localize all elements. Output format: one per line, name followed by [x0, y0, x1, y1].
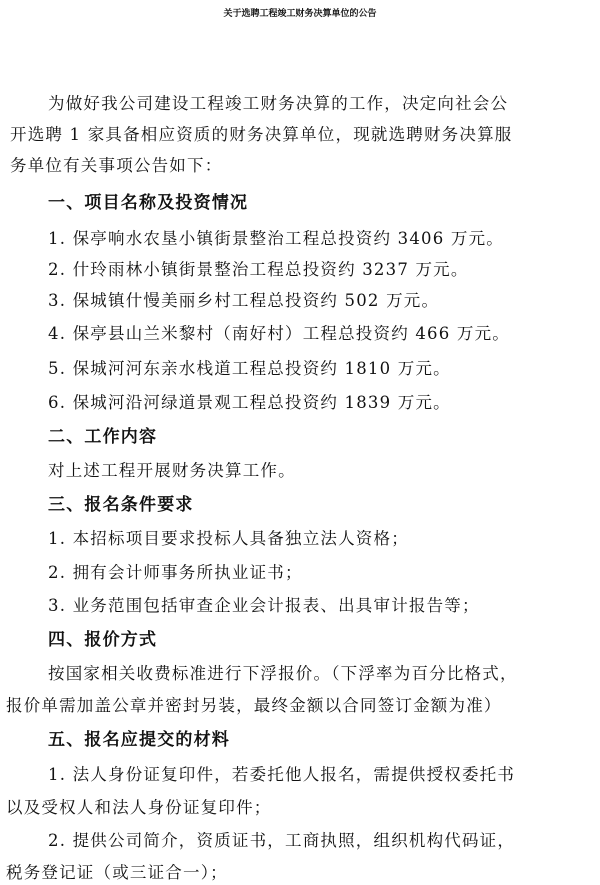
intro-line: 为做好我公司建设工程竣工财务决算的工作，决定向社会公 [48, 94, 509, 113]
section-line: 6. 保城河沿河绿道景观工程总投资约 1839 万元。 [48, 393, 451, 412]
document-title: 关于选聘工程竣工财务决算单位的公告 [223, 9, 377, 19]
section-heading: 四、报价方式 [48, 630, 158, 650]
section-line: 1. 法人身份证复印件，若委托他人报名，需提供授权委托书 [48, 765, 516, 784]
section-line: 1. 本招标项目要求投标人具备独立法人资格； [48, 529, 409, 548]
section-line: 对上述工程开展财务决算工作。 [48, 461, 296, 480]
section-line: 4. 保亭县山兰米黎村（南好村）工程总投资约 466 万元。 [48, 324, 510, 343]
intro-line: 开选聘 1 家具备相应资质的财务决算单位，现就选聘财务决算服 [10, 125, 513, 144]
section-line: 以及受权人和法人身份证复印件； [6, 798, 272, 817]
section-heading: 三、报名条件要求 [48, 495, 194, 515]
section-line: 按国家相关收费标准进行下浮报价。（下浮率为百分比格式， [48, 664, 518, 683]
section-line: 2. 什玲雨林小镇街景整治工程总投资约 3237 万元。 [48, 260, 469, 279]
intro-line: 务单位有关事项公告如下： [10, 156, 223, 175]
section-line: 5. 保城河河东亲水栈道工程总投资约 1810 万元。 [48, 359, 451, 378]
section-line: 1. 保亭响水农垦小镇街景整治工程总投资约 3406 万元。 [48, 229, 504, 248]
section-line: 3. 业务范围包括审查企业会计报表、出具审计报告等； [48, 596, 480, 615]
section-heading: 二、工作内容 [48, 427, 158, 447]
section-line: 税务登记证（或三证合一）； [6, 863, 228, 882]
section-line: 3. 保城镇什慢美丽乡村工程总投资约 502 万元。 [48, 291, 440, 310]
section-heading: 五、报名应提交的材料 [48, 730, 230, 750]
section-line: 2. 拥有会计师事务所执业证书； [48, 563, 303, 582]
section-heading: 一、项目名称及投资情况 [48, 193, 249, 213]
section-line: 报价单需加盖公章并密封另装，最终金额以合同签订金额为准） [6, 696, 502, 715]
section-line: 2. 提供公司简介，资质证书，工商执照，组织机构代码证， [48, 831, 516, 850]
